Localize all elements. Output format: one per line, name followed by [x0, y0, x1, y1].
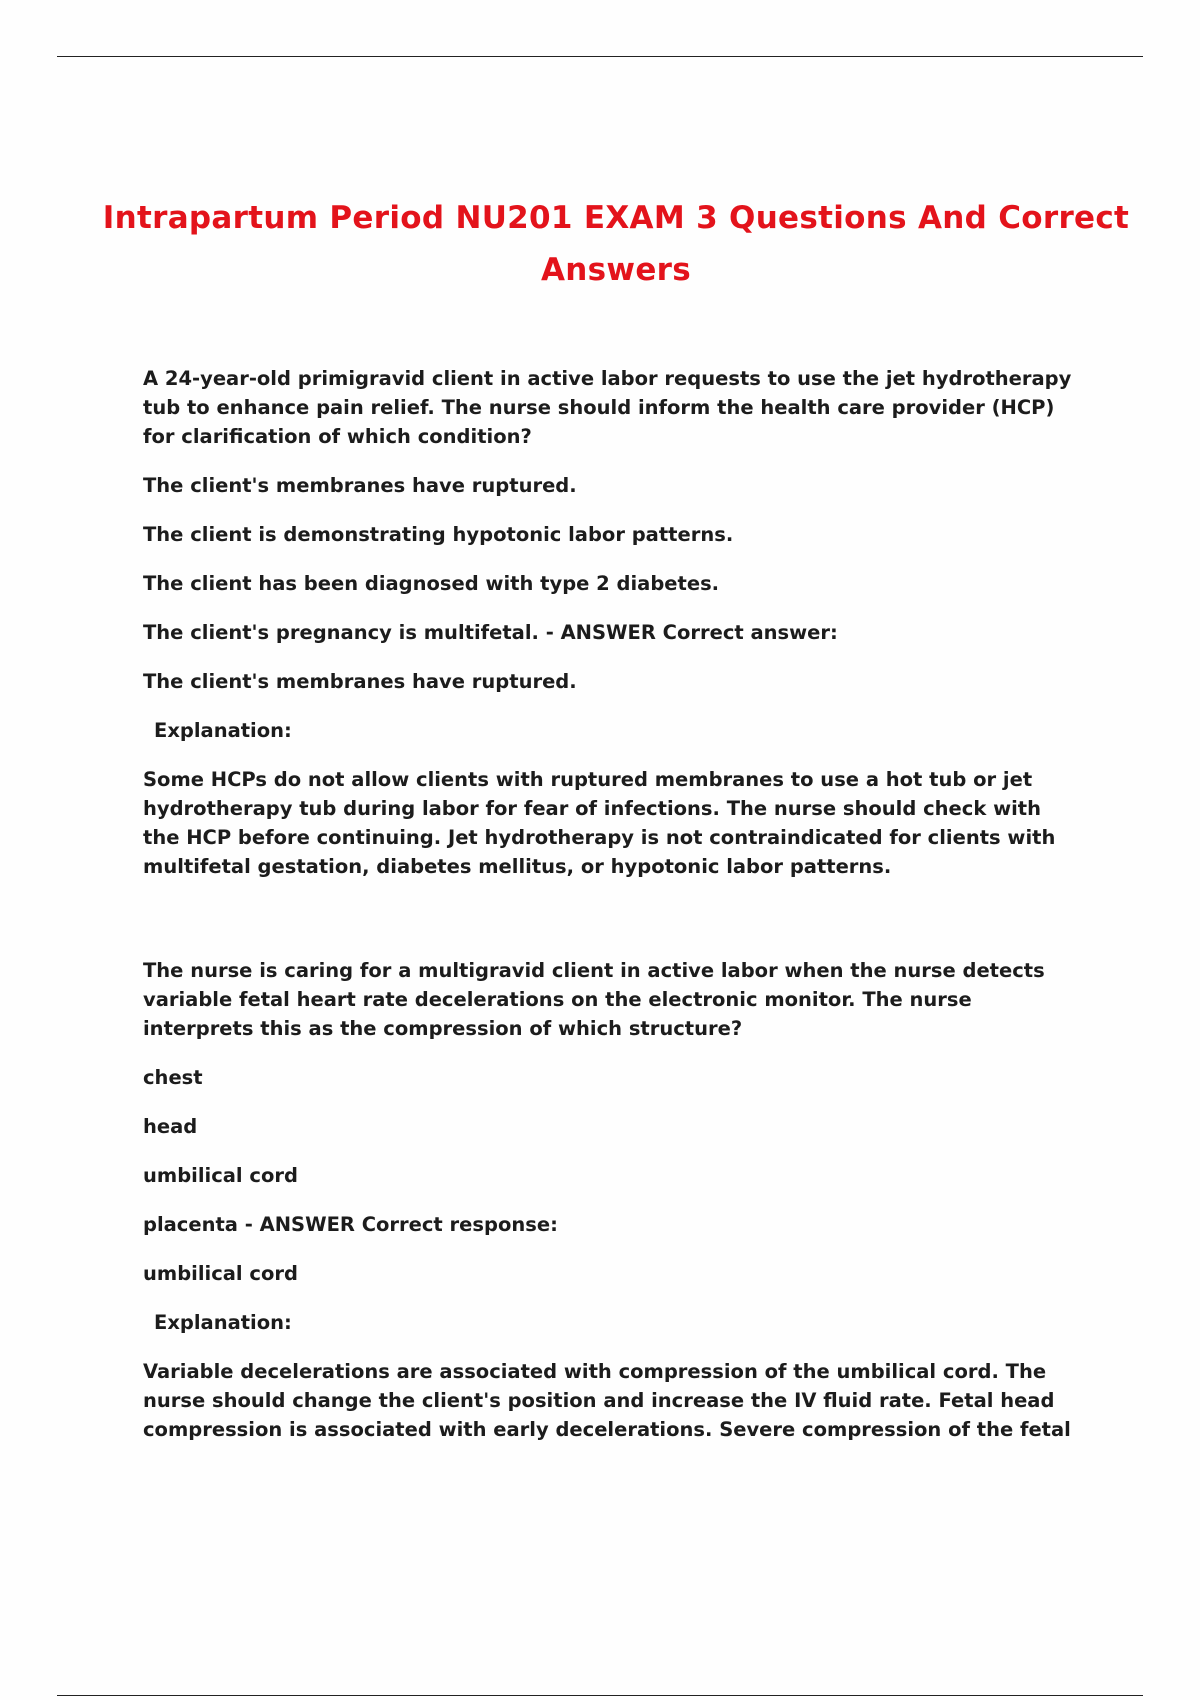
question-prompt: The nurse is caring for a multigravid client in active labor when the nurse detects variable fetal heart rate decelerations on the electronic monitor. The nurse interprets this as the compression of which structure?: [143, 959, 1045, 1040]
answer-option: The client's pregnancy is multifetal. - ANSWER Correct answer:: [143, 621, 838, 644]
answer-option: head: [143, 1115, 198, 1138]
document-body: [143, 364, 1083, 1464]
question-prompt: A 24-year-old primigravid client in active labor requests to use the jet hydrotherapy tub to enhance pain relief. The nurse should inform the health care provider (HCP) for clarification of which condition?: [143, 367, 1072, 448]
header-divider: [57, 56, 1143, 57]
question-block: [143, 364, 1083, 881]
explanation-label: Explanation:: [154, 719, 292, 742]
footer-divider: [57, 1695, 1143, 1696]
document-title: Intrapartum Period NU201 EXAM 3 Questions And Correct Answers: [102, 200, 1130, 288]
answer-option: umbilical cord: [143, 1164, 298, 1187]
correct-answer: umbilical cord: [143, 1262, 298, 1285]
question-block: [143, 956, 1083, 1444]
correct-answer: The client's membranes have ruptured.: [143, 670, 577, 693]
explanation-text: Variable decelerations are associated with compression of the umbilical cord. The nurse should change the client's position and increase the IV fluid rate. Fetal head compression is associated with early decelerations. Severe compression of the fetal: [143, 1360, 1071, 1441]
answer-option: The client has been diagnosed with type 2 diabetes.: [143, 572, 720, 595]
answer-option: The client's membranes have ruptured.: [143, 474, 577, 497]
explanation-label: Explanation:: [154, 1311, 292, 1334]
answer-option: placenta - ANSWER Correct response:: [143, 1213, 558, 1236]
answer-option: chest: [143, 1066, 203, 1089]
explanation-text: Some HCPs do not allow clients with ruptured membranes to use a hot tub or jet hydrotherapy tub during labor for fear of infections. The nurse should check with the HCP before continuing. Jet hydrotherapy is not contraindicated for clients with multifetal gestation, diabetes mellitus, or hypotonic labor patterns.: [143, 768, 1056, 878]
question-spacer: [143, 901, 1083, 956]
answer-option: The client is demonstrating hypotonic labor patterns.: [143, 523, 734, 546]
